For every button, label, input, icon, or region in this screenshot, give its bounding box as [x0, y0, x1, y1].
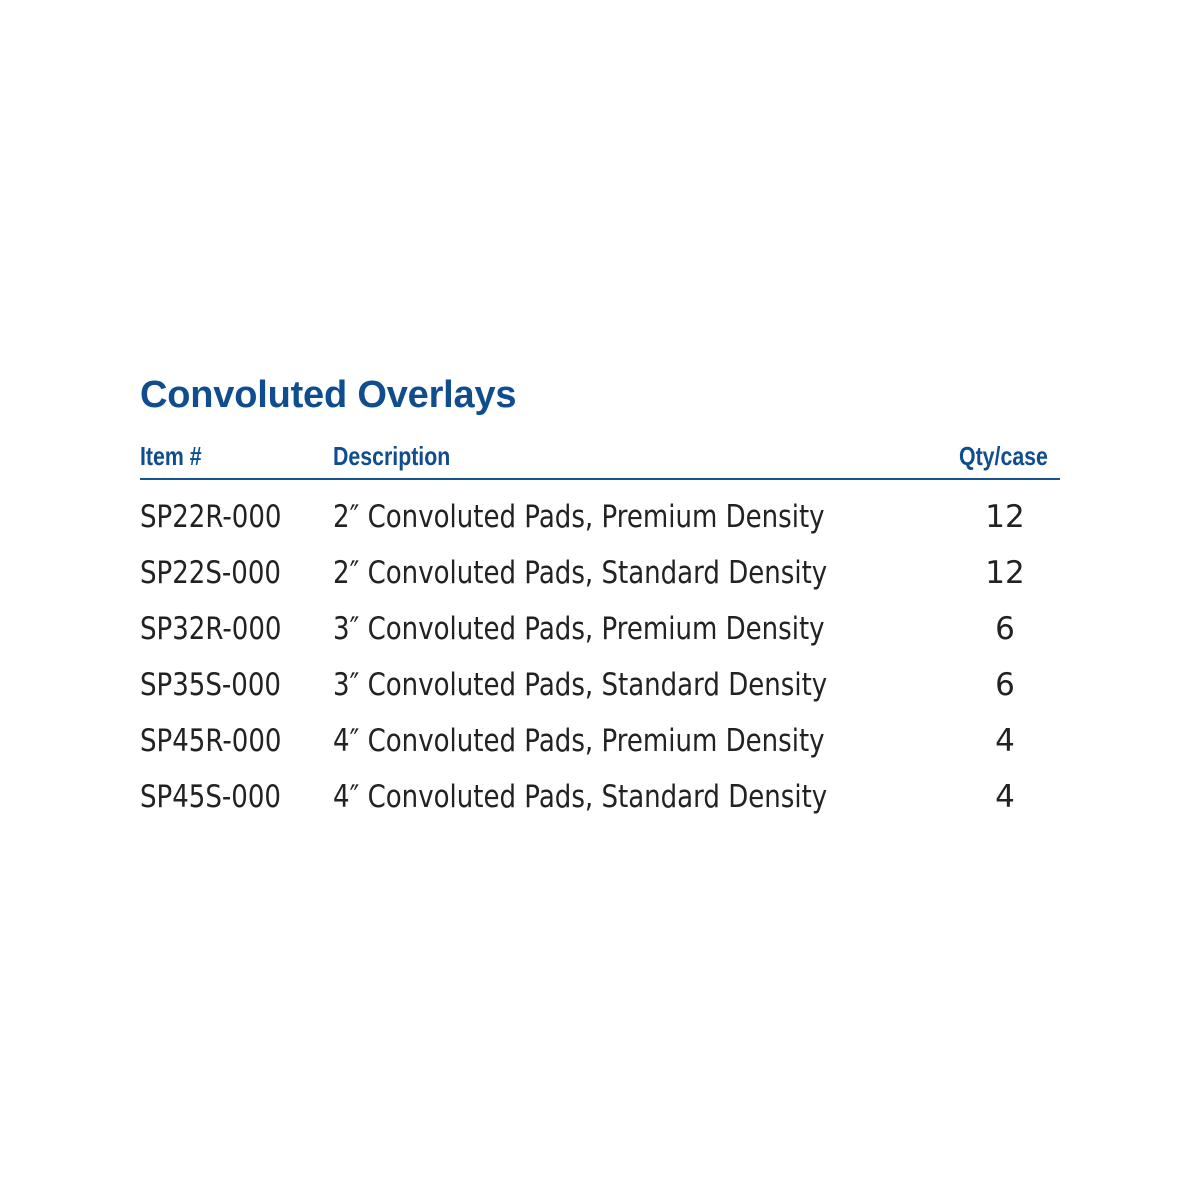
table-header [140, 436, 1060, 480]
product-sheet [140, 372, 1060, 830]
item-qty: 4 [995, 723, 1015, 759]
table-row [140, 662, 1060, 718]
item-qty: 12 [985, 555, 1025, 591]
item-qty: 6 [995, 611, 1015, 647]
column-header-item: Item # [140, 441, 202, 471]
item-number: SP32R-000 [140, 611, 282, 647]
item-number: SP35S-000 [140, 667, 282, 703]
column-header-qty: Qty/case [959, 441, 1048, 471]
item-description: 4″ Convoluted Pads, Standard Density [333, 779, 828, 815]
item-description: 4″ Convoluted Pads, Premium Density [333, 723, 825, 759]
item-description: 2″ Convoluted Pads, Premium Density [333, 499, 825, 535]
table-row [140, 494, 1060, 550]
column-header-description: Description [333, 441, 451, 471]
table-row [140, 774, 1060, 830]
item-number: SP45R-000 [140, 723, 282, 759]
item-number: SP22S-000 [140, 555, 282, 591]
table-row [140, 550, 1060, 606]
table-body [140, 494, 1060, 830]
item-description: 2″ Convoluted Pads, Standard Density [333, 555, 828, 591]
item-qty: 12 [985, 499, 1025, 535]
item-number: SP22R-000 [140, 499, 282, 535]
item-description: 3″ Convoluted Pads, Standard Density [333, 667, 828, 703]
table-row [140, 718, 1060, 774]
page-title: Convoluted Overlays [140, 374, 517, 416]
item-qty: 4 [995, 779, 1015, 815]
item-qty: 6 [995, 667, 1015, 703]
item-number: SP45S-000 [140, 779, 282, 815]
item-description: 3″ Convoluted Pads, Premium Density [333, 611, 825, 647]
table-row [140, 606, 1060, 662]
